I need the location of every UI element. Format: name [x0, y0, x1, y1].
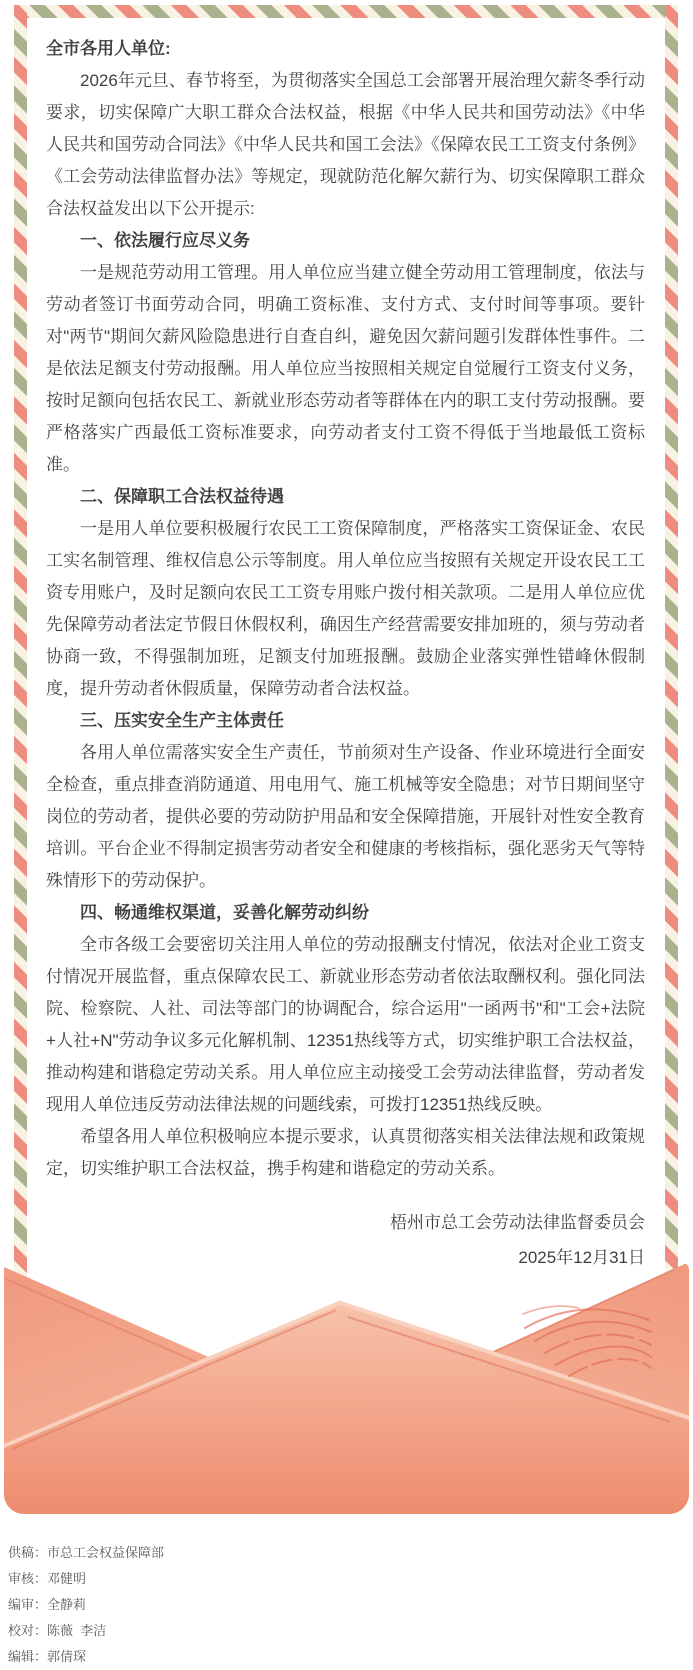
credit-line-reviewer: 审核：邓健明 — [8, 1571, 87, 1586]
signature-org: 梧州市总工会劳动法律监督委员会 — [390, 1213, 645, 1232]
letter-sheet — [14, 5, 678, 1430]
credit-line-senior-editor: 编审：全静莉 — [8, 1597, 87, 1612]
signature-date: 2025年12月31日 — [518, 1248, 645, 1267]
credit-line-proofreaders: 校对：陈薇 李洁 — [8, 1623, 107, 1638]
striped-border-right — [665, 5, 678, 1430]
envelope-graphic — [4, 1262, 689, 1514]
salutation: 全市各用人单位: — [46, 39, 171, 58]
section-2-paragraph: 一是用人单位要积极履行农民工工资保障制度，严格落实工资保证金、农民工实名制管理、维权信息公示等制度。用人单位应当按照有关规定开设农民工工资专用账户，及时足额向农民工工资专用账户拨付相关款项。二是用人单位应优先保障劳动者法定节假日休假权利，确因生产经营需要安排加班的，须与劳动者协商一致，不得强制加班，足额支付加班报酬。鼓励企业落实弹性错峰休假制度，提升劳动者休假质量，保障劳动者合法权益。 — [46, 519, 645, 698]
intro-paragraph: 2026年元旦、春节将至，为贯彻落实全国总工会部署开展治理欠薪冬季行动要求，切实保障广大职工群众合法权益，根据《中华人民共和国劳动法》《中华人民共和国劳动合同法》《中华人民共和国工会法》《保障农民工工资支付条例》《工会劳动法律监督办法》等规定，现就防范化解欠薪行为、切实保障职工群众合法权益发出以下公开提示: — [46, 71, 645, 218]
closing-paragraph: 希望各用人单位积极响应本提示要求，认真贯彻落实相关法律法规和政策规定，切实维护职工合法权益，携手构建和谐稳定的劳动关系。 — [46, 1127, 645, 1178]
section-3-paragraph: 各用人单位需落实安全生产责任，节前须对生产设备、作业环境进行全面安全检查，重点排查消防通道、用电用气、施工机械等安全隐患；对节日期间坚守岗位的劳动者，提供必要的劳动防护用品和安全保障措施，开展针对性安全教育培训。平台企业不得制定损害劳动者安全和健康的考核指标，强化恶劣天气等特殊情形下的劳动保护。 — [46, 743, 645, 890]
section-3-heading: 三、压实安全生产主体责任 — [80, 711, 284, 730]
striped-border-top — [14, 5, 678, 18]
credit-line-editor: 编辑：郭倩琛 — [8, 1649, 87, 1664]
section-4-heading: 四、畅通维权渠道，妥善化解劳动纠纷 — [80, 903, 369, 922]
letter-body — [46, 18, 645, 1275]
section-1-paragraph: 一是规范劳动用工管理。用人单位应当建立健全劳动用工管理制度，依法与劳动者签订书面劳动合同，明确工资标准、支付方式、支付时间等事项。要针对"两节"期间欠薪风险隐患进行自查自纠，避免因欠薪问题引发群体性事件。二是依法足额支付劳动报酬。用人单位应当按照相关规定自觉履行工资支付义务，按时足额向包括农民工、新就业形态劳动者等群体在内的职工支付劳动报酬。要严格落实广西最低工资标准要求，向劳动者支付工资不得低于当地最低工资标准。 — [46, 263, 645, 474]
credits-footer — [8, 1540, 164, 1670]
section-4-paragraph: 全市各级工会要密切关注用人单位的劳动报酬支付情况，依法对企业工资支付情况开展监督，重点保障农民工、新就业形态劳动者依法取酬权利。强化同法院、检察院、人社、司法等部门的协调配合，综合运用"一函两书"和"工会+法院+人社+N"劳动争议多元化解机制、12351热线等方式，切实维护职工合法权益，推动构建和谐稳定劳动关系。用人单位应主动接受工会劳动法律监督，劳动者发现用人单位违反劳动法律法规的问题线索，可拨打12351热线反映。 — [46, 935, 645, 1114]
striped-border-left — [14, 5, 27, 1430]
section-1-heading: 一、依法履行应尽义务 — [80, 231, 250, 250]
credit-line-contributor: 供稿：市总工会权益保障部 — [8, 1545, 165, 1560]
section-2-heading: 二、保障职工合法权益待遇 — [80, 487, 284, 506]
wavy-lines-decoration-icon — [521, 1300, 653, 1384]
